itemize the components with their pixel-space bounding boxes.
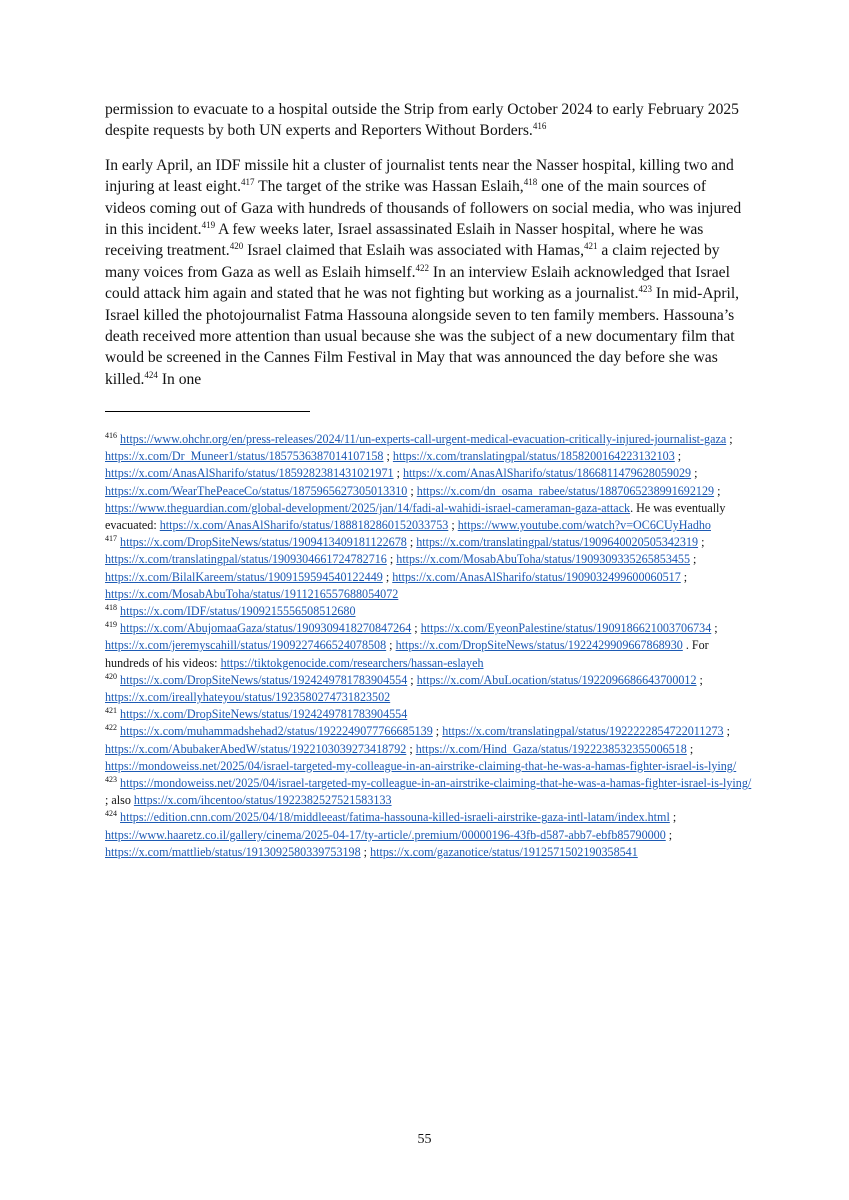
footnote-ref: 417: [105, 534, 117, 544]
footnote-link[interactable]: https://x.com/AbuLocation/status/1922096686643700012: [416, 672, 697, 687]
footnote: [105, 620, 755, 672]
footnote-link[interactable]: https://x.com/IDF/status/1909215556508512680: [120, 604, 356, 619]
footnote-link[interactable]: https://x.com/MosabAbuToha/status/1909309335265853455: [396, 552, 691, 567]
footnote: [105, 431, 755, 534]
footnote-link[interactable]: https://x.com/DropSiteNews/status/1922429909667868930: [395, 638, 683, 653]
footnote-ref: 419: [201, 220, 216, 231]
footnote: [105, 534, 755, 603]
footnote-link[interactable]: https://x.com/AnasAlSharifo/status/1909032499600060517: [392, 569, 681, 584]
text-run: ;: [726, 432, 733, 446]
footnote-ref: 420: [105, 671, 117, 681]
footnote: [105, 809, 755, 861]
text-run: ;: [696, 672, 703, 687]
footnote-ref: 423: [105, 775, 117, 785]
footnote-link[interactable]: https://x.com/translatingpal/status/1909304661724782716: [105, 552, 387, 567]
footnote-ref: 418: [523, 177, 538, 188]
text-run: one of the main sources of videos coming out of Gaza with hundreds of thousands of followers on social media, who was injured in this incident.: [105, 178, 742, 239]
footnote-link[interactable]: https://x.com/AbujomaaGaza/status/1909309418270847264: [120, 621, 412, 636]
footnote-link[interactable]: https://x.com/mattlieb/status/1913092580339753198: [105, 844, 361, 859]
text-run: ;: [386, 638, 396, 653]
footnote-ref: 424: [105, 809, 117, 819]
footnote-link[interactable]: https://x.com/AnasAlSharifo/status/1888182860152033753: [159, 518, 449, 533]
text-run: ;: [680, 569, 688, 584]
footnote-link[interactable]: https://x.com/MosabAbuToha/status/1911216557688054072: [105, 586, 399, 601]
footnote: [105, 775, 755, 809]
footnote: [105, 706, 755, 723]
text-run: ;: [698, 535, 705, 550]
text-run: ;: [665, 827, 673, 842]
footnote-ref: 422: [415, 262, 429, 273]
text-run: ;: [411, 621, 421, 636]
footnote-ref: 421: [584, 241, 598, 252]
text-run: ;: [723, 724, 730, 739]
footnote-link[interactable]: https://mondoweiss.net/2025/04/israel-targeted-my-colleague-in-an-airstrike-claiming-that-he-was-a-hamas-fighter-israel-is-lying/: [105, 758, 737, 773]
text-run: In an interview Eslaih acknowledged that Israel could attack him again and stated that he was not fighting but working as a journalist.: [105, 263, 730, 303]
footnote-link[interactable]: https://x.com/jeremyscahill/status/1909227466524078508: [105, 638, 387, 653]
text-run: ;: [686, 741, 694, 756]
footnote-link[interactable]: https://x.com/AnasAlSharifo/status/1859282381431021971: [105, 466, 394, 481]
footnote-link[interactable]: https://www.ohchr.org/en/press-releases/2024/11/un-experts-call-urgent-medical-evacuation-critically-injured-journalist-gaza: [120, 432, 727, 446]
text-run: ;: [691, 466, 698, 481]
footnote-link[interactable]: https://x.com/AbubakerAbedW/status/1922103039273418792: [105, 741, 407, 756]
footnote-link[interactable]: https://x.com/AnasAlSharifo/status/1866811479628059029: [402, 466, 692, 481]
text-run: In one: [157, 370, 202, 388]
footnote-link[interactable]: https://x.com/muhammadshehad2/status/1922249077766685139: [120, 724, 433, 739]
text-run: ;: [690, 552, 697, 567]
paragraph: [105, 99, 745, 142]
footnote-ref: 420: [229, 241, 244, 252]
footnote-separator: [105, 411, 310, 412]
footnote-ref: 417: [240, 177, 255, 188]
footnote-ref: 424: [144, 369, 158, 380]
text-run: ;: [386, 552, 397, 567]
text-run: ;: [407, 672, 417, 687]
page-number: 55: [417, 1132, 432, 1147]
footnote-ref: 419: [105, 620, 117, 630]
footnote-link[interactable]: https://mondoweiss.net/2025/04/israel-targeted-my-colleague-in-an-airstrike-claiming-that-he-was-a-hamas-fighter-israel-is-lying/: [120, 776, 752, 791]
footnote-link[interactable]: https://x.com/translatingpal/status/1858200164223132103: [392, 449, 675, 464]
text-run: ;: [674, 449, 682, 464]
footnote: [105, 603, 755, 620]
footnote-link[interactable]: https://www.haaretz.co.il/gallery/cinema/2025-04-17/ty-article/.premium/00000196-43fb-d587-abb7-ebfb85790000: [105, 827, 666, 842]
text-run: A few weeks later, Israel assassinated Eslaih in Nasser hospital, where he was receiving treatment.: [105, 221, 704, 260]
text-run: ;: [406, 535, 417, 550]
footnote-link[interactable]: https://x.com/dn_osama_rabee/status/1887065238991692129: [416, 483, 715, 498]
footnote-ref: 416: [532, 121, 547, 132]
paragraph: [105, 155, 745, 390]
text-run: In mid-April, Israel killed the photojournalist Fatma Hassouna alongside seven to ten family members. Hassouna’s death received more attention than usual because she was the subject of a new documentary film that would be screened in the Cannes Film Festival in May that was announced the day before she was killed.: [105, 285, 740, 388]
text-run: ;: [393, 466, 403, 481]
footnote-link[interactable]: https://x.com/ihcentoo/status/1922382527521583133: [133, 793, 392, 808]
text-run: In early April, an IDF missile hit a cluster of journalist tents near the Nasser hospital, killing two and injuring at least eight.: [105, 156, 734, 196]
text-run: The target of the strike was Hassan Eslaih,: [254, 178, 524, 196]
footnote-link[interactable]: https://tiktokgenocide.com/researchers/hassan-eslayeh: [220, 655, 484, 670]
text-run: ;: [407, 483, 417, 498]
footnote-link[interactable]: https://x.com/Dr_Muneer1/status/1857536387014107158: [105, 449, 384, 464]
footnote: [105, 672, 755, 706]
footnote-link[interactable]: https://x.com/WearThePeaceCo/status/1875965627305013310: [105, 483, 408, 498]
footnote-link[interactable]: https://www.theguardian.com/global-development/2025/jan/14/fadi-al-wahidi-israel-cameraman-gaza-attack: [105, 500, 631, 515]
text-run: ;: [711, 621, 718, 636]
text-run: ;: [669, 810, 677, 825]
footnote-ref: 421: [105, 706, 117, 716]
footnote-link[interactable]: https://x.com/Hind_Gaza/status/1922238532355006518: [415, 741, 687, 756]
footnote-ref: 418: [105, 603, 117, 613]
text-run: . He was eventually evacuated:: [105, 500, 726, 533]
footnote-link[interactable]: https://x.com/DropSiteNews/status/1924249781783904554: [120, 707, 408, 722]
text-run: ;: [360, 844, 371, 859]
footnote-link[interactable]: https://www.youtube.com/watch?v=OC6CUyHadho: [457, 518, 711, 533]
text-run: ;: [448, 518, 458, 533]
footnote-link[interactable]: https://x.com/DropSiteNews/status/1909413409181122678: [120, 535, 407, 550]
text-run: ;: [383, 449, 393, 464]
footnote: [105, 723, 755, 775]
footnotes: [105, 431, 755, 861]
text-run: ; also: [105, 793, 134, 808]
footnote-link[interactable]: https://x.com/BilalKareem/status/1909159594540122449: [105, 569, 383, 584]
footnote-link[interactable]: https://x.com/translatingpal/status/1909640020505342319: [416, 535, 699, 550]
footnote-link[interactable]: https://x.com/ireallyhateyou/status/1923580274731823502: [105, 690, 391, 705]
text-run: ;: [714, 483, 721, 498]
body-text: [105, 99, 745, 403]
text-run: Israel claimed that Eslaih was associated with Hamas,: [243, 242, 584, 260]
footnote-ref: 423: [638, 284, 653, 295]
footnote-link[interactable]: https://x.com/DropSiteNews/status/1924249781783904554: [120, 672, 408, 687]
text-run: ;: [406, 741, 416, 756]
text-run: permission to evacuate to a hospital outside the Strip from early October 2024 to early February 2025 despite requests by both UN experts and Reporters Without Borders.: [105, 101, 739, 140]
footnote-link[interactable]: https://x.com/translatingpal/status/1922222854722011273: [442, 724, 724, 739]
footnote-ref: 416: [105, 431, 117, 440]
footnote-link[interactable]: https://x.com/EyeonPalestine/status/1909186621003706734: [420, 621, 712, 636]
footnote-link[interactable]: https://edition.cnn.com/2025/04/18/middleeast/fatima-hassouna-killed-israeli-airstrike-gaza-intl-latam/index.html: [120, 810, 670, 825]
footnote-link[interactable]: https://x.com/gazanotice/status/1912571502190358541: [370, 844, 638, 859]
footnote-ref: 422: [105, 723, 117, 733]
text-run: ;: [432, 724, 443, 739]
text-run: a claim rejected by many voices from Gaza as well as Eslaih himself.: [105, 242, 720, 281]
text-run: . For hundreds of his videos:: [105, 638, 709, 670]
text-run: ;: [382, 569, 393, 584]
